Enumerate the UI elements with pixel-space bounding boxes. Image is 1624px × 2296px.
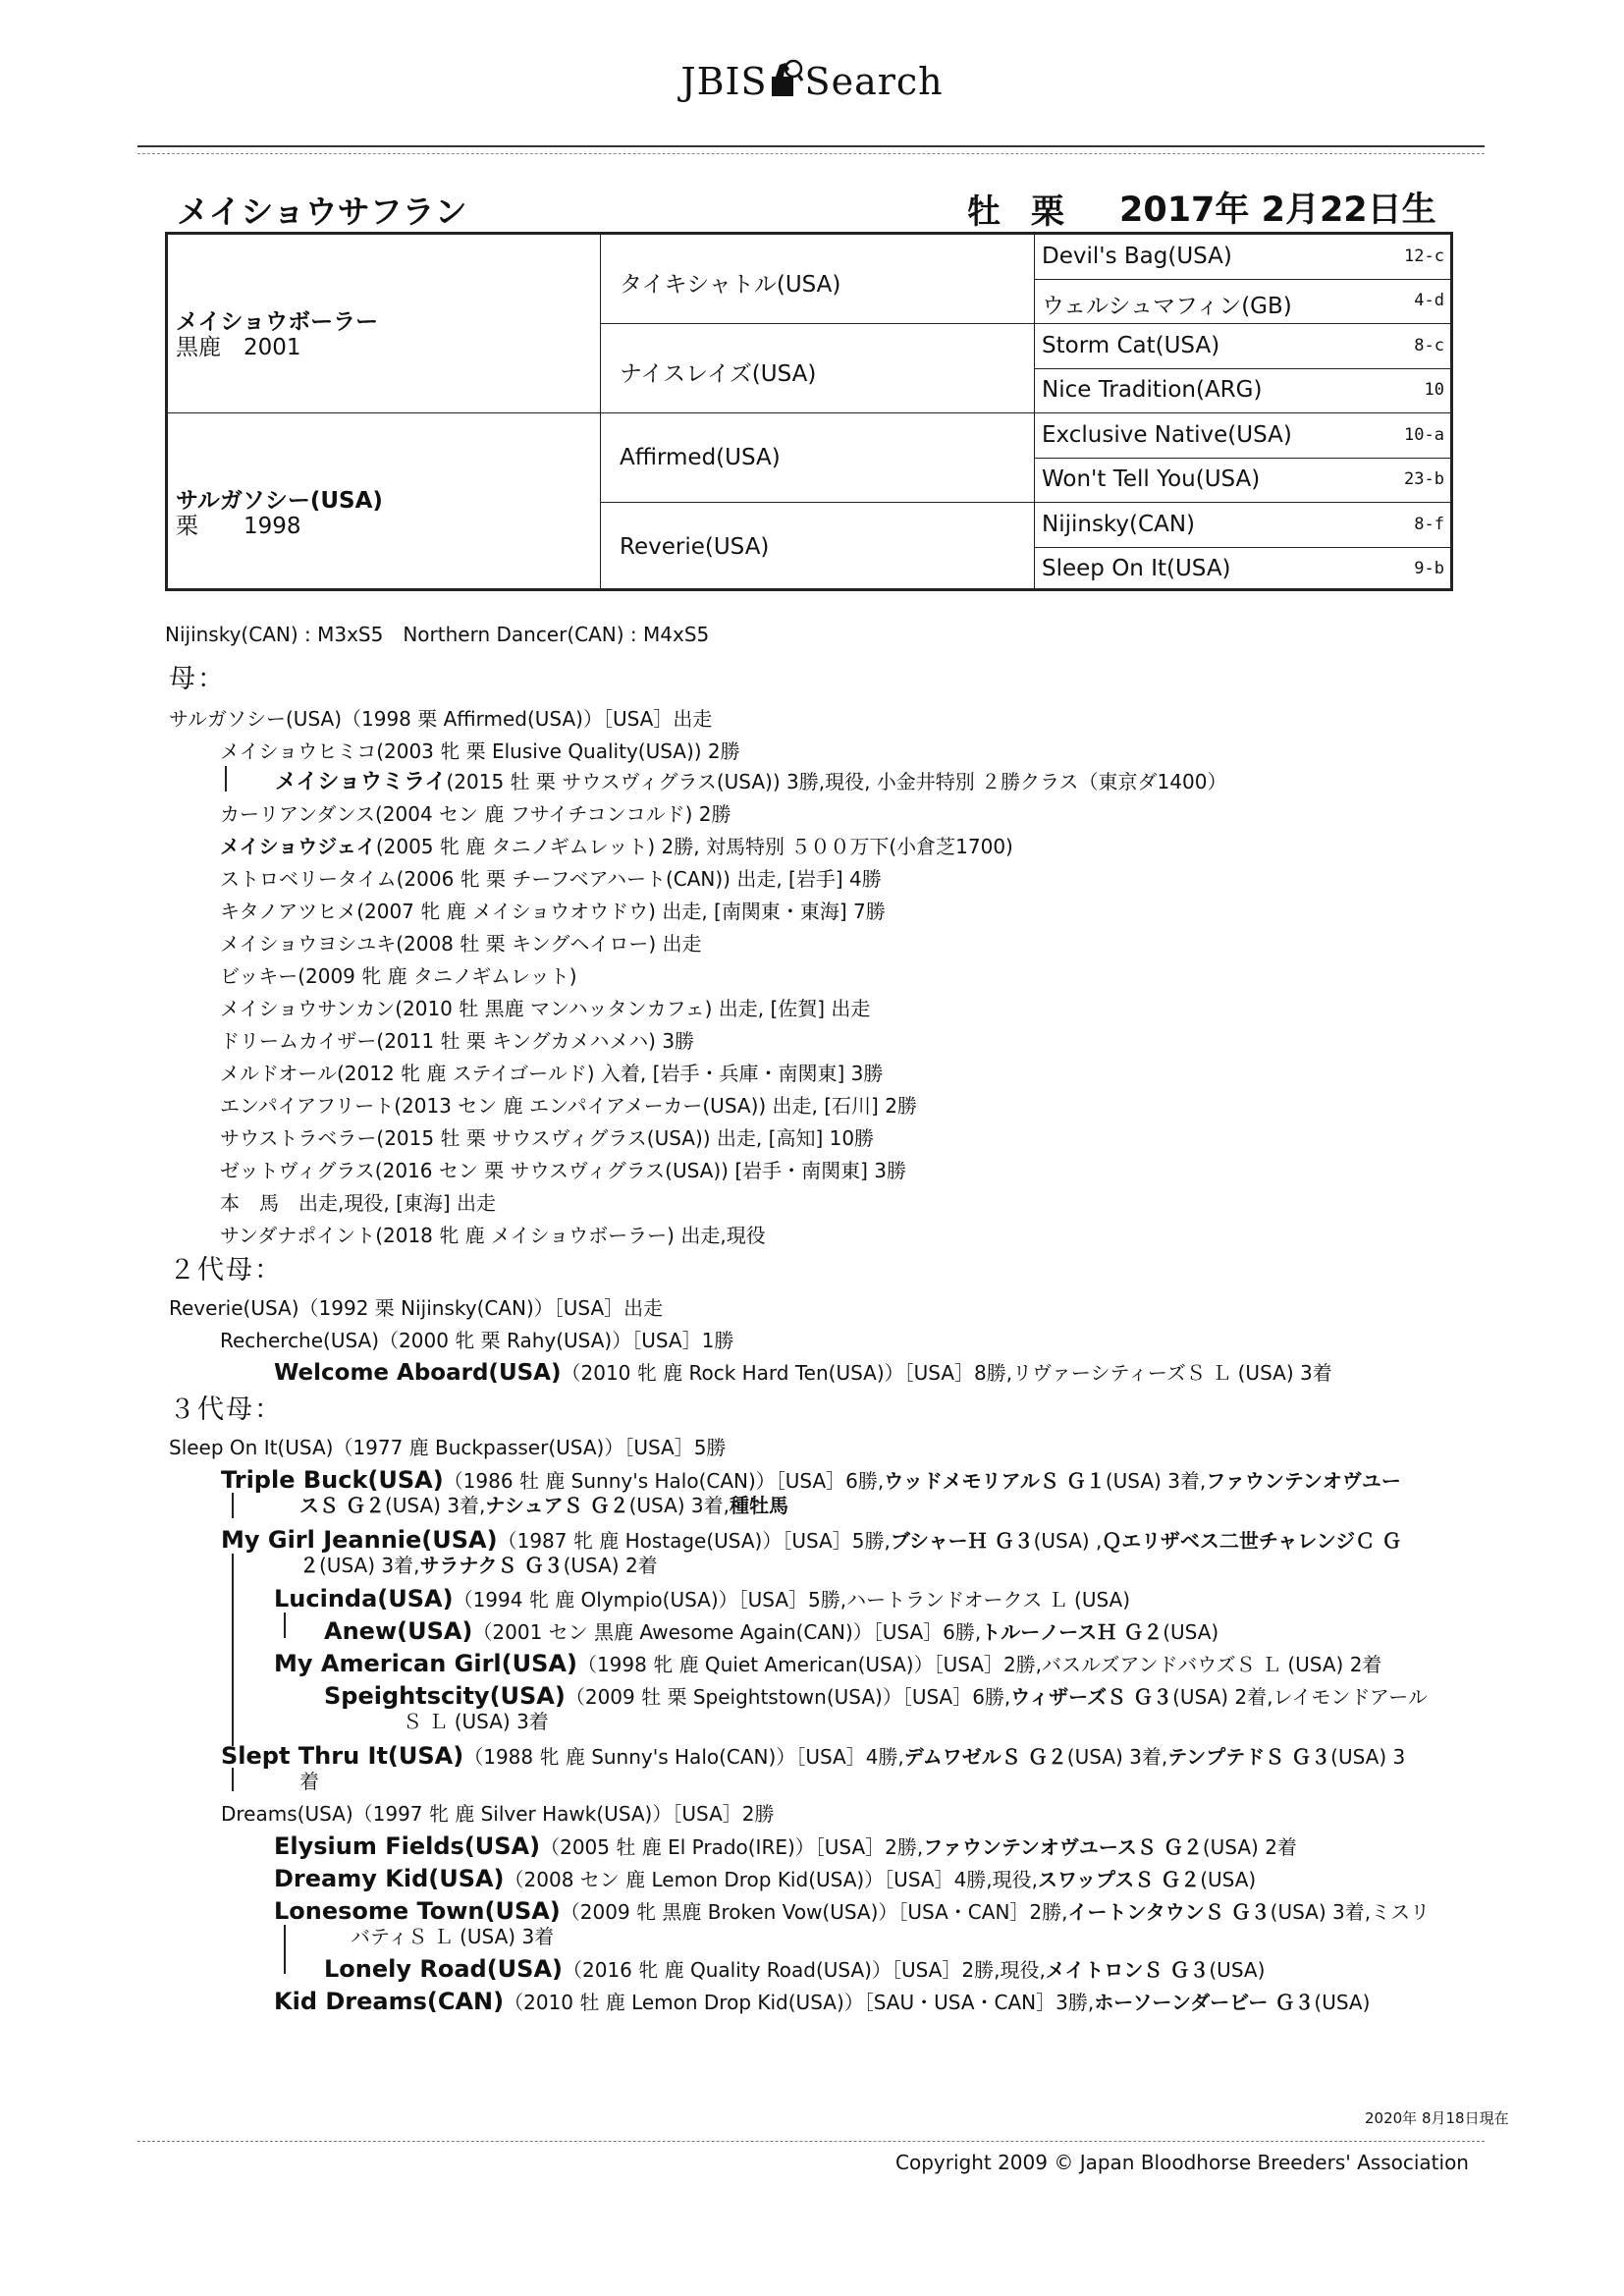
progeny-entry: メイショウヒミコ(2003 牝 栗 Elusive Quality(USA)) 2勝 [220, 739, 740, 763]
progeny-entry-cont: Ｓ Ｌ (USA) 3着 [403, 1710, 549, 1733]
progeny-entry: キタノアツヒメ(2007 牝 鹿 メイショウオウドウ) 出走, [南関東・東海] 7勝 [220, 900, 886, 923]
family-number: 8-c [1414, 336, 1444, 355]
pedigree-ancestor: Nice Tradition(ARG) [1042, 377, 1263, 403]
pedigree-ancestor: ウェルシュマフィン(GB) [1042, 294, 1292, 319]
pedigree-grandparent: タイキシャトル(USA) [620, 272, 841, 298]
pedigree-divider [1034, 235, 1035, 588]
pedigree-divider [600, 323, 1450, 324]
progeny-entry: メイショウジェイ(2005 牝 鹿 タニノギムレット) 2勝, 対馬特別 ５００万下(小倉芝1700) [220, 835, 1013, 858]
progeny-entry-cont: ２(USA) 3着,サラナクＳ Ｇ３(USA) 2着 [299, 1554, 658, 1577]
pedigree-damdam-info: 栗 1998 [176, 514, 301, 539]
third-dam-summary: Sleep On It(USA)（1977 鹿 Buckpasser(USA)）［USA］5勝 [169, 1436, 727, 1459]
descendant-line [232, 1493, 234, 1518]
progeny-entry: ストロベリータイム(2006 牝 栗 チーフベアハート(CAN)) 出走, [岩手] 4勝 [220, 867, 882, 891]
progeny-entry: サンダナポイント(2018 牝 鹿 メイショウボーラー) 出走,現役 [220, 1224, 766, 1247]
copyright: Copyright 2009 © Japan Bloodhorse Breeders' Association [895, 2151, 1469, 2174]
pedigree-divider [600, 502, 1450, 503]
progeny-entry: My Girl Jeannie(USA)（1987 牝 鹿 Hostage(USA)）［USA］5勝,ブシャーＨ Ｇ３(USA) ,Ｑエリザベス二世チャレンジＣ Ｇ [221, 1526, 1402, 1554]
inbreeding-note: Nijinsky(CAN) : M3xS5 Northern Dancer(CAN) : M4xS5 [165, 623, 710, 646]
pedigree-divider [600, 235, 601, 588]
pedigree-grandparent: Affirmed(USA) [620, 445, 781, 470]
horse-color: 栗 [1031, 192, 1064, 232]
progeny-entry: メイショウヨシユキ(2008 牡 栗 キングヘイロー) 出走 [220, 932, 702, 956]
family-number: 10-a [1404, 425, 1444, 445]
logo-text-right: Search [804, 60, 944, 103]
pedigree-ancestor: Storm Cat(USA) [1042, 333, 1220, 358]
progeny-entry: Lonesome Town(USA)（2009 牝 黒鹿 Broken Vow(USA)）［USA・CAN］2勝,イートンタウンＳ Ｇ３(USA) 3着,ミスリ [274, 1897, 1431, 1925]
descendant-line [232, 1768, 234, 1791]
progeny-entry: エンパイアフリート(2013 セン 鹿 エンパイアメーカー(USA)) 出走, [石川] 2勝 [220, 1094, 917, 1118]
progeny-entry-cont: スＳ Ｇ２(USA) 3着,ナシュアＳ Ｇ２(USA) 3着,種牡馬 [299, 1494, 789, 1517]
horse-magnifier-icon [770, 59, 803, 98]
pedigree-table [165, 232, 1453, 591]
progeny-entry: Lucinda(USA)（1994 牝 鹿 Olympio(USA)）［USA］5勝,ハートランドオークス Ｌ (USA) [274, 1585, 1131, 1613]
horse-name: メイショウサフラン [177, 192, 467, 231]
logo-text-left: JBIS [680, 60, 768, 103]
progeny-entry: 本 馬 出走,現役, [東海] 出走 [220, 1191, 497, 1215]
pedigree-dam-name: メイショウボーラー [176, 309, 379, 335]
as-of-date: 2020年 8月18日現在 [1365, 2109, 1509, 2127]
progeny-entry: ゼットヴィグラス(2016 セン 栗 サウスヴィグラス(USA)) [岩手・南関東] 3勝 [220, 1159, 907, 1182]
progeny-entry: Welcome Aboard(USA)（2010 牝 鹿 Rock Hard Ten(USA)）［USA］8勝,リヴァーシティーズＳ Ｌ (USA) 3着 [274, 1360, 1332, 1386]
progeny-entry: Recherche(USA)（2000 牝 栗 Rahy(USA)）［USA］1勝 [220, 1329, 734, 1352]
progeny-entry: Triple Buck(USA)（1986 牡 鹿 Sunny's Halo(CAN)）［USA］6勝,ウッドメモリアルＳ Ｇ１(USA) 3着,ファウンテンオヴユー [221, 1466, 1401, 1494]
family-number: 23-b [1404, 469, 1444, 489]
pedigree-ancestor: Exclusive Native(USA) [1042, 422, 1292, 448]
progeny-entry: メルドオール(2012 牝 鹿 ステイゴールド) 入着, [岩手・兵庫・南関東] 3勝 [220, 1062, 884, 1085]
progeny-entry: Dreams(USA)（1997 牝 鹿 Silver Hawk(USA)）［USA］2勝 [221, 1802, 775, 1826]
section-title-second-dam: ２代母： [169, 1255, 283, 1285]
descendant-line [284, 1925, 286, 1974]
progeny-entry: Speightscity(USA)（2009 牡 栗 Speightstown(USA)）［USA］6勝,ウィザーズＳ Ｇ３(USA) 2着,レイモンドアール [324, 1682, 1428, 1710]
pedigree-ancestor: Nijinsky(CAN) [1042, 512, 1195, 537]
progeny-entry: サウストラベラー(2015 牡 栗 サウスヴィグラス(USA)) 出走, [高知] 10勝 [220, 1126, 875, 1150]
family-number: 8-f [1414, 515, 1444, 534]
descendant-line [232, 1554, 234, 1746]
progeny-entry: My American Girl(USA)（1998 牝 鹿 Quiet American(USA)）［USA］2勝,バスルズアンドバウズＳ Ｌ (USA) 2着 [274, 1650, 1382, 1677]
header-divider-dashed [137, 153, 1485, 154]
descendant-line [225, 766, 227, 792]
pedigree-ancestor: Devil's Bag(USA) [1042, 244, 1232, 269]
progeny-entry: Anew(USA)（2001 セン 黒鹿 Awesome Again(CAN)）［USA］6勝,トルーノースＨ Ｇ２(USA) [324, 1617, 1219, 1645]
pedigree-divider [1034, 279, 1450, 280]
pedigree-damdam-name: サルガソシー(USA) [176, 488, 383, 514]
progeny-entry-cont: 着 [299, 1770, 319, 1793]
descendant-line [284, 1613, 286, 1638]
progeny-entry: ビッキー(2009 牝 鹿 タニノギムレット) [220, 964, 577, 988]
horse-birthdate: 2017年 2月22日生 [1119, 191, 1436, 230]
progeny-entry: カーリアンダンス(2004 セン 鹿 フサイチコンコルド) 2勝 [220, 802, 731, 826]
family-number: 9-b [1414, 559, 1444, 578]
pedigree-divider [168, 412, 1450, 413]
pedigree-grandparent: Reverie(USA) [620, 534, 770, 560]
pedigree-divider [1034, 547, 1450, 548]
pedigree-grandparent: ナイスレイズ(USA) [620, 361, 817, 387]
progeny-entry: Elysium Fields(USA)（2005 牡 鹿 El Prado(IRE)）［USA］2勝,ファウンテンオヴユースＳ Ｇ２(USA) 2着 [274, 1832, 1297, 1860]
progeny-entry: ドリームカイザー(2011 牡 栗 キングカメハメハ) 3勝 [220, 1029, 695, 1053]
pedigree-divider [1034, 368, 1450, 369]
second-dam-summary: Reverie(USA)（1992 栗 Nijinsky(CAN)）［USA］出走 [169, 1296, 664, 1320]
horse-sex: 牡 [967, 192, 1006, 232]
progeny-entry: Kid Dreams(CAN)（2010 牡 鹿 Lemon Drop Kid(USA)）［SAU・USA・CAN］3勝,ホーソーンダービー Ｇ３(USA) [274, 1988, 1371, 2015]
dam-summary: サルガソシー(USA)（1998 栗 Affirmed(USA)）［USA］出走 [169, 707, 713, 731]
pedigree-dam-info: 黒鹿 2001 [176, 335, 301, 360]
footer-divider [137, 2141, 1485, 2142]
family-number: 4-d [1414, 291, 1444, 310]
family-number: 12-c [1404, 246, 1444, 266]
progeny-entry: Dreamy Kid(USA)（2008 セン 鹿 Lemon Drop Kid(USA)）［USA］4勝,現役,スワップスＳ Ｇ２(USA) [274, 1865, 1257, 1892]
pedigree-divider [1034, 458, 1450, 459]
section-title-third-dam: ３代母： [169, 1394, 283, 1425]
progeny-entry: Lonely Road(USA)（2016 牝 鹿 Quality Road(USA)）［USA］2勝,現役,メイトロンＳ Ｇ３(USA) [324, 1955, 1266, 1983]
progeny-entry-cont: バティＳ Ｌ (USA) 3着 [351, 1925, 555, 1948]
family-number: 10 [1424, 380, 1444, 400]
pedigree-ancestor: Sleep On It(USA) [1042, 556, 1231, 581]
progeny-entry: メイショウミライ(2015 牡 栗 サウスヴィグラス(USA)) 3勝,現役, 小金井特別 ２勝クラス（東京ダ1400） [275, 770, 1227, 794]
progeny-entry: Slept Thru It(USA)（1988 牝 鹿 Sunny's Halo(CAN)）［USA］4勝,デムワゼルＳ Ｇ２(USA) 3着,テンプテドＳ Ｇ３(USA) 3 [221, 1742, 1406, 1770]
header-divider [137, 145, 1485, 147]
jbis-logo [0, 59, 1624, 103]
progeny-entry: メイショウサンカン(2010 牡 黒鹿 マンハッタンカフェ) 出走, [佐賀] 出走 [220, 997, 871, 1020]
pedigree-ancestor: Won't Tell You(USA) [1042, 466, 1261, 492]
section-title-dam: 母： [169, 664, 226, 694]
